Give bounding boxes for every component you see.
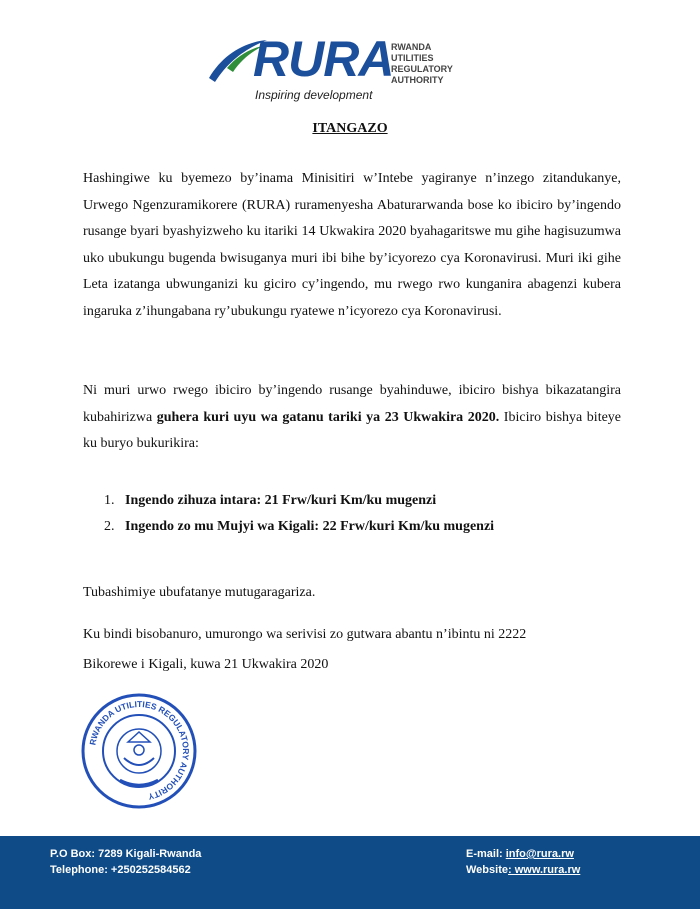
paragraph-fares: [83, 378, 621, 458]
website-label: Website: [466, 864, 508, 876]
website-link[interactable]: : www.rura.rw: [507, 864, 581, 876]
official-stamp: [80, 692, 198, 810]
dateline: Bikorewe i Kigali, kuwa 21 Ukwakira 2020: [83, 657, 329, 672]
effective-date-text: guhera kuri uyu wa gatanu tariki ya 23 Ukwakira 2020.: [156, 409, 500, 425]
authority-line: REGULATORY: [391, 64, 453, 74]
thanks-line: Tubashimiye ubufatanye mutugaragariza.: [83, 585, 316, 600]
document-heading: ITANGAZO: [312, 121, 388, 136]
footer-email-row: [466, 846, 580, 862]
fare-list: [104, 488, 494, 540]
authority-line: AUTHORITY: [391, 75, 444, 85]
list-text: Ingendo zihuza intara: 21 Frw/kuri Km/ku mugenzi: [125, 493, 437, 508]
paragraph-text: Ibiciro bishya biteye ku buryo bukurikira:: [83, 409, 622, 451]
list-item: [104, 514, 494, 540]
authority-line: RWANDA: [391, 42, 432, 52]
logo-wordmark: RURA: [253, 31, 394, 87]
list-text: Ingendo zo mu Mujyi wa Kigali: 22 Frw/kuri Km/ku mugenzi: [125, 519, 495, 534]
logo-authority-text: [391, 42, 453, 86]
footer-right: [466, 846, 580, 878]
list-number: 2.: [104, 519, 115, 534]
footer-left: [50, 846, 201, 878]
email-label: E-mail:: [466, 848, 506, 860]
footer-website-row: [466, 862, 580, 878]
contact-line: Ku bindi bisobanuro, umurongo wa serivisi zo gutwara abantu n’ibintu ni 2222: [83, 627, 527, 642]
authority-line: UTILITIES: [391, 53, 434, 63]
email-link[interactable]: info@rura.rw: [505, 848, 574, 860]
list-number: 1.: [104, 493, 115, 508]
paragraph-text: Ni muri urwo rwego ibiciro by’ingendo rusange byahinduwe, ibiciro bishya bikazatangira kubahirizwa: [83, 383, 621, 425]
stamp-ring-text: RWANDA UTILITIES REGULATORY AUTHORITY: [87, 698, 192, 802]
logo-tagline: Inspiring development: [255, 88, 373, 102]
footer-bar: [0, 836, 700, 909]
footer-pobox: P.O Box: 7289 Kigali-Rwanda: [50, 848, 202, 860]
footer-telephone: Telephone: +250252584562: [50, 864, 191, 876]
paragraph-intro: Hashingiwe ku byemezo by’inama Minisitiri w’Intebe yagiranye n’inzego zitandukanye, Urwego Ngenzuramikorere (RURA) ruramenyesha Abaturarwanda bose ko ibiciro by’ingendo rusange byari byashyizweho ku itariki 14 Ukwakira 2020 byahagaritswe mu gihe hagisuzumwa uko ubukungu bugenda bwisuganya muri ibi bihe by’icyorezo cya Koronavirusi. Muri iki gihe Leta izatanga ubwunganizi ku giciro cy’ingendo, mu rwego rwo kunganira abagenzi kubera ingaruka z’ihungabana ry’ubukungu ryatewe n’icyorezo cya Koronavirusi.: [83, 171, 621, 319]
rura-logo: [205, 31, 465, 106]
list-item: [104, 488, 494, 514]
